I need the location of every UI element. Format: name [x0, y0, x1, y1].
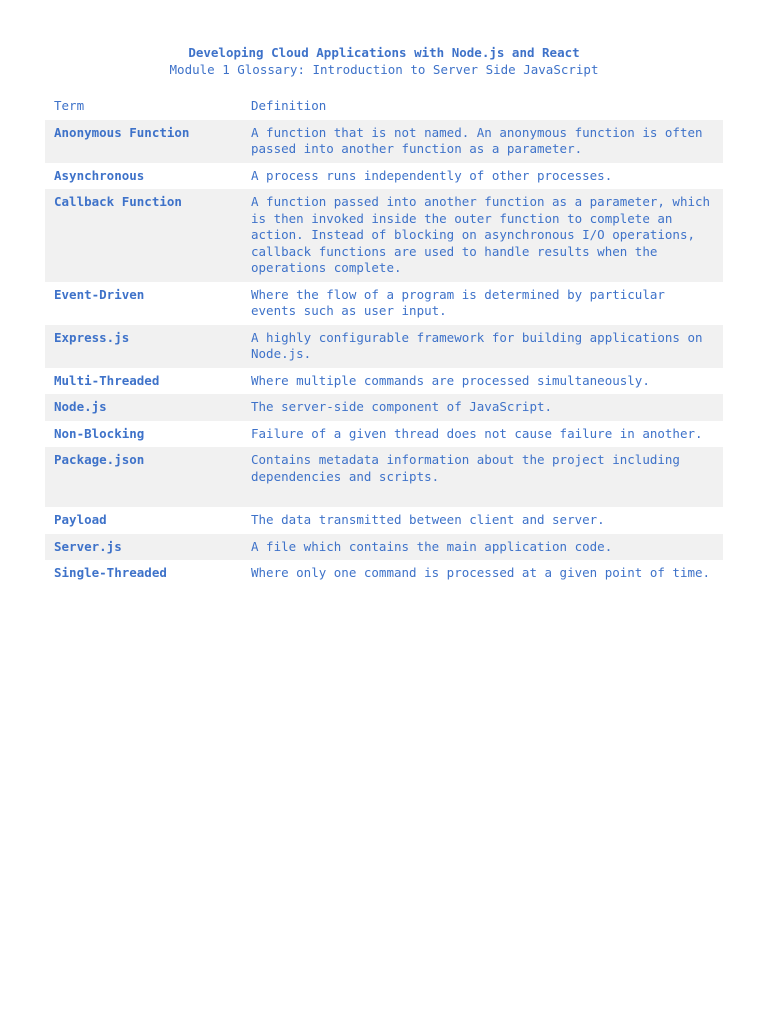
term-column-header: Term — [54, 98, 85, 113]
definition-cell: Contains metadata information about the project including dependencies and scripts. — [242, 447, 723, 507]
term-cell: Node.js — [45, 394, 242, 421]
term-cell: Event-Driven — [54, 286, 145, 302]
definition-column-header: Definition — [251, 98, 327, 113]
table-row — [45, 189, 723, 282]
table-header-row — [45, 93, 723, 120]
table-row — [45, 534, 723, 561]
definition-cell: A function passed into another function as a parameter, which is then invoked inside the outer function to complete an action. Instead of blocking on asynchronous I/O operations, callback functions are used to handle results when the operations complete. — [242, 189, 723, 282]
term-cell: Asynchronous — [54, 167, 145, 183]
table-row — [45, 507, 723, 534]
table-row — [45, 368, 723, 395]
term-cell: Callback Function — [45, 189, 242, 282]
definition-cell: A file which contains the main application code. — [242, 534, 723, 561]
definition-cell: Where only one command is processed at a given point of time. — [251, 565, 711, 580]
document-subtitle: Module 1 Glossary: Introduction to Server Side JavaScript — [169, 62, 599, 77]
term-cell: Non-Blocking — [54, 425, 145, 441]
term-cell: Single-Threaded — [54, 565, 167, 580]
table-row — [45, 421, 723, 448]
document-header — [45, 44, 723, 78]
term-cell: Anonymous Function — [45, 120, 242, 163]
definition-cell: The server-side component of JavaScript. — [242, 394, 723, 421]
term-cell: Server.js — [45, 534, 242, 561]
glossary-page — [45, 44, 723, 587]
glossary-table — [45, 93, 723, 587]
term-cell: Payload — [54, 512, 107, 527]
table-row — [45, 163, 723, 190]
definition-cell: A function that is not named. An anonymous function is often passed into another function as a parameter. — [242, 120, 723, 163]
table-row — [45, 560, 723, 587]
definition-cell: A highly configurable framework for building applications on Node.js. — [242, 325, 723, 368]
table-row — [45, 394, 723, 421]
term-cell: Package.json — [45, 447, 242, 507]
definition-cell: Failure of a given thread does not cause failure in another. — [251, 425, 703, 441]
table-row — [45, 325, 723, 368]
table-row — [45, 120, 723, 163]
definition-cell: The data transmitted between client and server. — [251, 512, 605, 527]
definition-cell: Where multiple commands are processed simultaneously. — [251, 372, 650, 388]
definition-cell: Where the flow of a program is determined by particular events such as user input. — [251, 286, 665, 318]
table-row — [45, 447, 723, 507]
table-row — [45, 282, 723, 325]
term-cell: Multi-Threaded — [54, 372, 160, 388]
definition-cell: A process runs independently of other processes. — [251, 167, 613, 183]
term-cell: Express.js — [45, 325, 242, 368]
document-title: Developing Cloud Applications with Node.js and React — [188, 45, 580, 60]
